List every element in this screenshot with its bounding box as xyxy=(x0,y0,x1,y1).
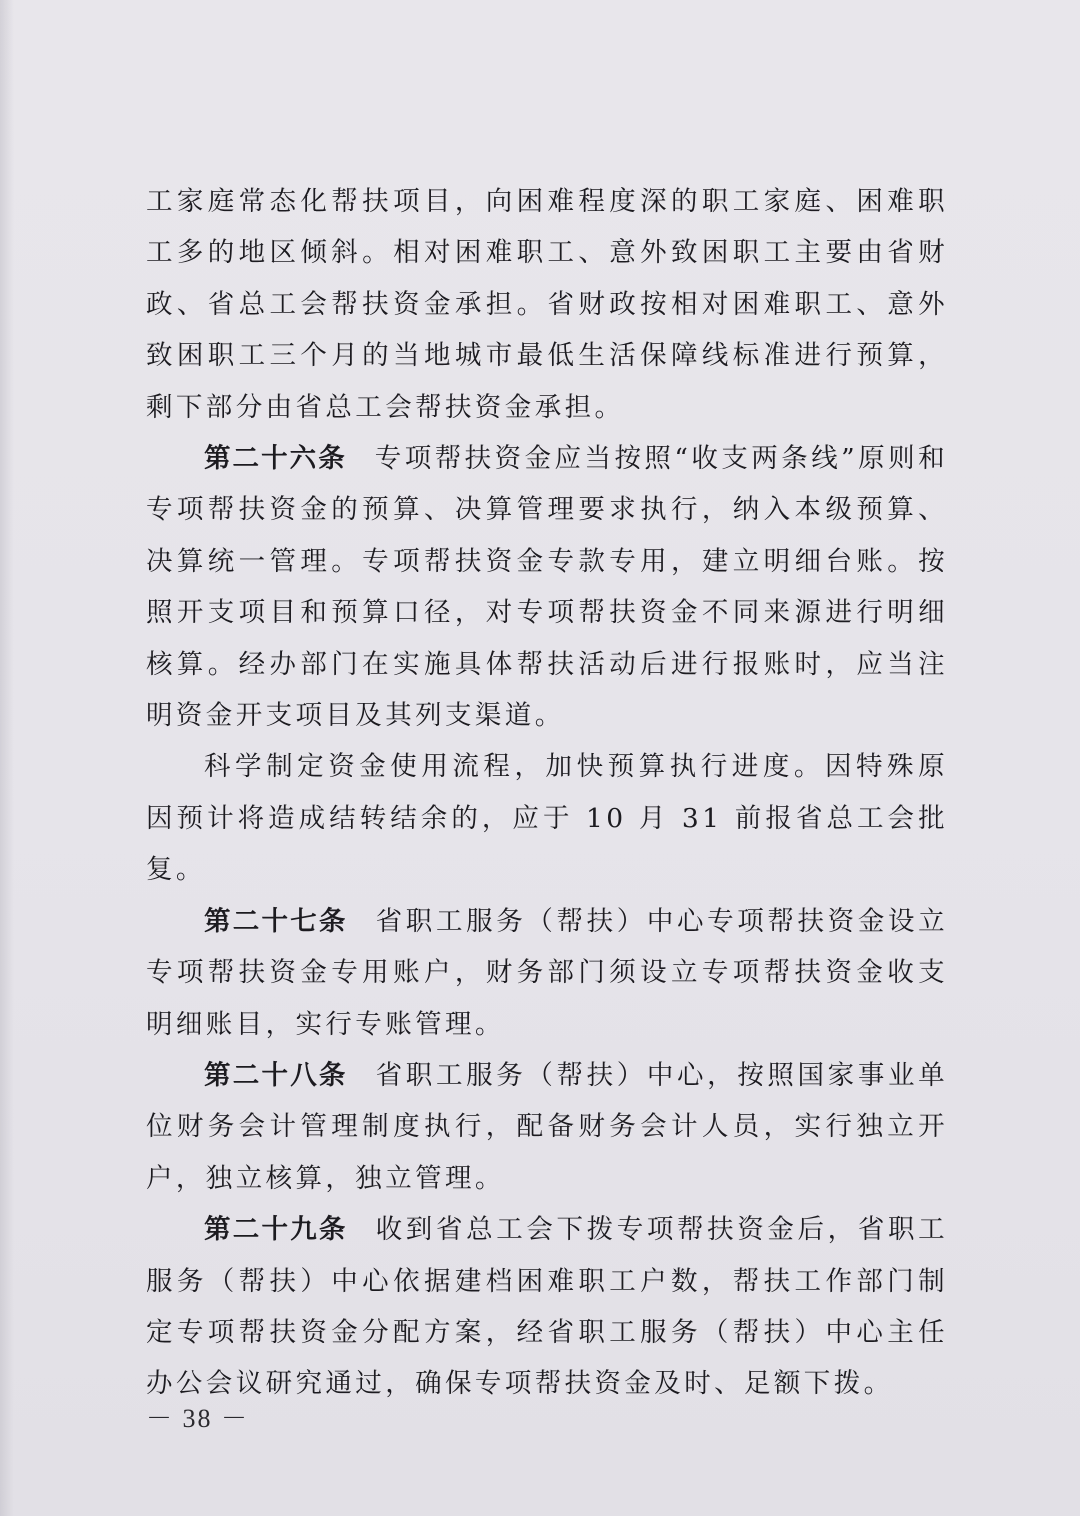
article-text: 省职工服务（帮扶）中心专项帮扶资金设立专项帮扶资金专用账户，财务部门须设立专项帮扶资金收支明细账目，实行专账管理。 xyxy=(146,905,948,1040)
scan-edge-shadow xyxy=(0,0,14,1516)
article-text: 专项帮扶资金应当按照“收支两条线”原则和专项帮扶资金的预算、决算管理要求执行，纳入本级预算、决算统一管理。专项帮扶资金专款专用，建立明细台账。按照开支项目和预算口径，对专项帮扶资金不同来源进行明细核算。经办部门在实施具体帮扶活动后进行报账时，应当注明资金开支项目及其列支渠道。 xyxy=(146,443,948,732)
article-title: 第二十六条 xyxy=(204,443,347,475)
article-29 xyxy=(146,1204,948,1410)
paragraph-text: 工家庭常态化帮扶项目，向困难程度深的职工家庭、困难职工多的地区倾斜。相对困难职工、意外致困职工主要由省财政、省总工会帮扶资金承担。省财政按相对困难职工、意外致困职工三个月的当地城市最低生活保障线标准进行预算，剩下部分由省总工会帮扶资金承担。 xyxy=(146,186,948,423)
paragraph-continuation xyxy=(146,176,948,433)
article-27 xyxy=(146,896,948,1050)
article-text: 收到省总工会下拨专项帮扶资金后，省职工服务（帮扶）中心依据建档困难职工户数，帮扶工作部门制定专项帮扶资金分配方案，经省职工服务（帮扶）中心主任办公会议研究通过，确保专项帮扶资金及时、足额下拨。 xyxy=(146,1214,948,1400)
article-title: 第二十七条 xyxy=(204,905,348,937)
article-title: 第二十八条 xyxy=(204,1059,348,1091)
document-body xyxy=(146,176,948,1410)
article-26-subparagraph xyxy=(146,741,948,895)
page-number: － 38 － xyxy=(146,1404,250,1433)
article-title: 第二十九条 xyxy=(204,1214,348,1246)
paragraph-text: 科学制定资金使用流程，加快预算执行进度。因特殊原因预计将造成结转结余的，应于 10 月 31 前报省总工会批复。 xyxy=(146,751,948,886)
article-28 xyxy=(146,1050,948,1204)
article-26 xyxy=(146,433,948,741)
article-text: 省职工服务（帮扶）中心，按照国家事业单位财务会计管理制度执行，配备财务会计人员，实行独立开户，独立核算，独立管理。 xyxy=(146,1059,948,1194)
